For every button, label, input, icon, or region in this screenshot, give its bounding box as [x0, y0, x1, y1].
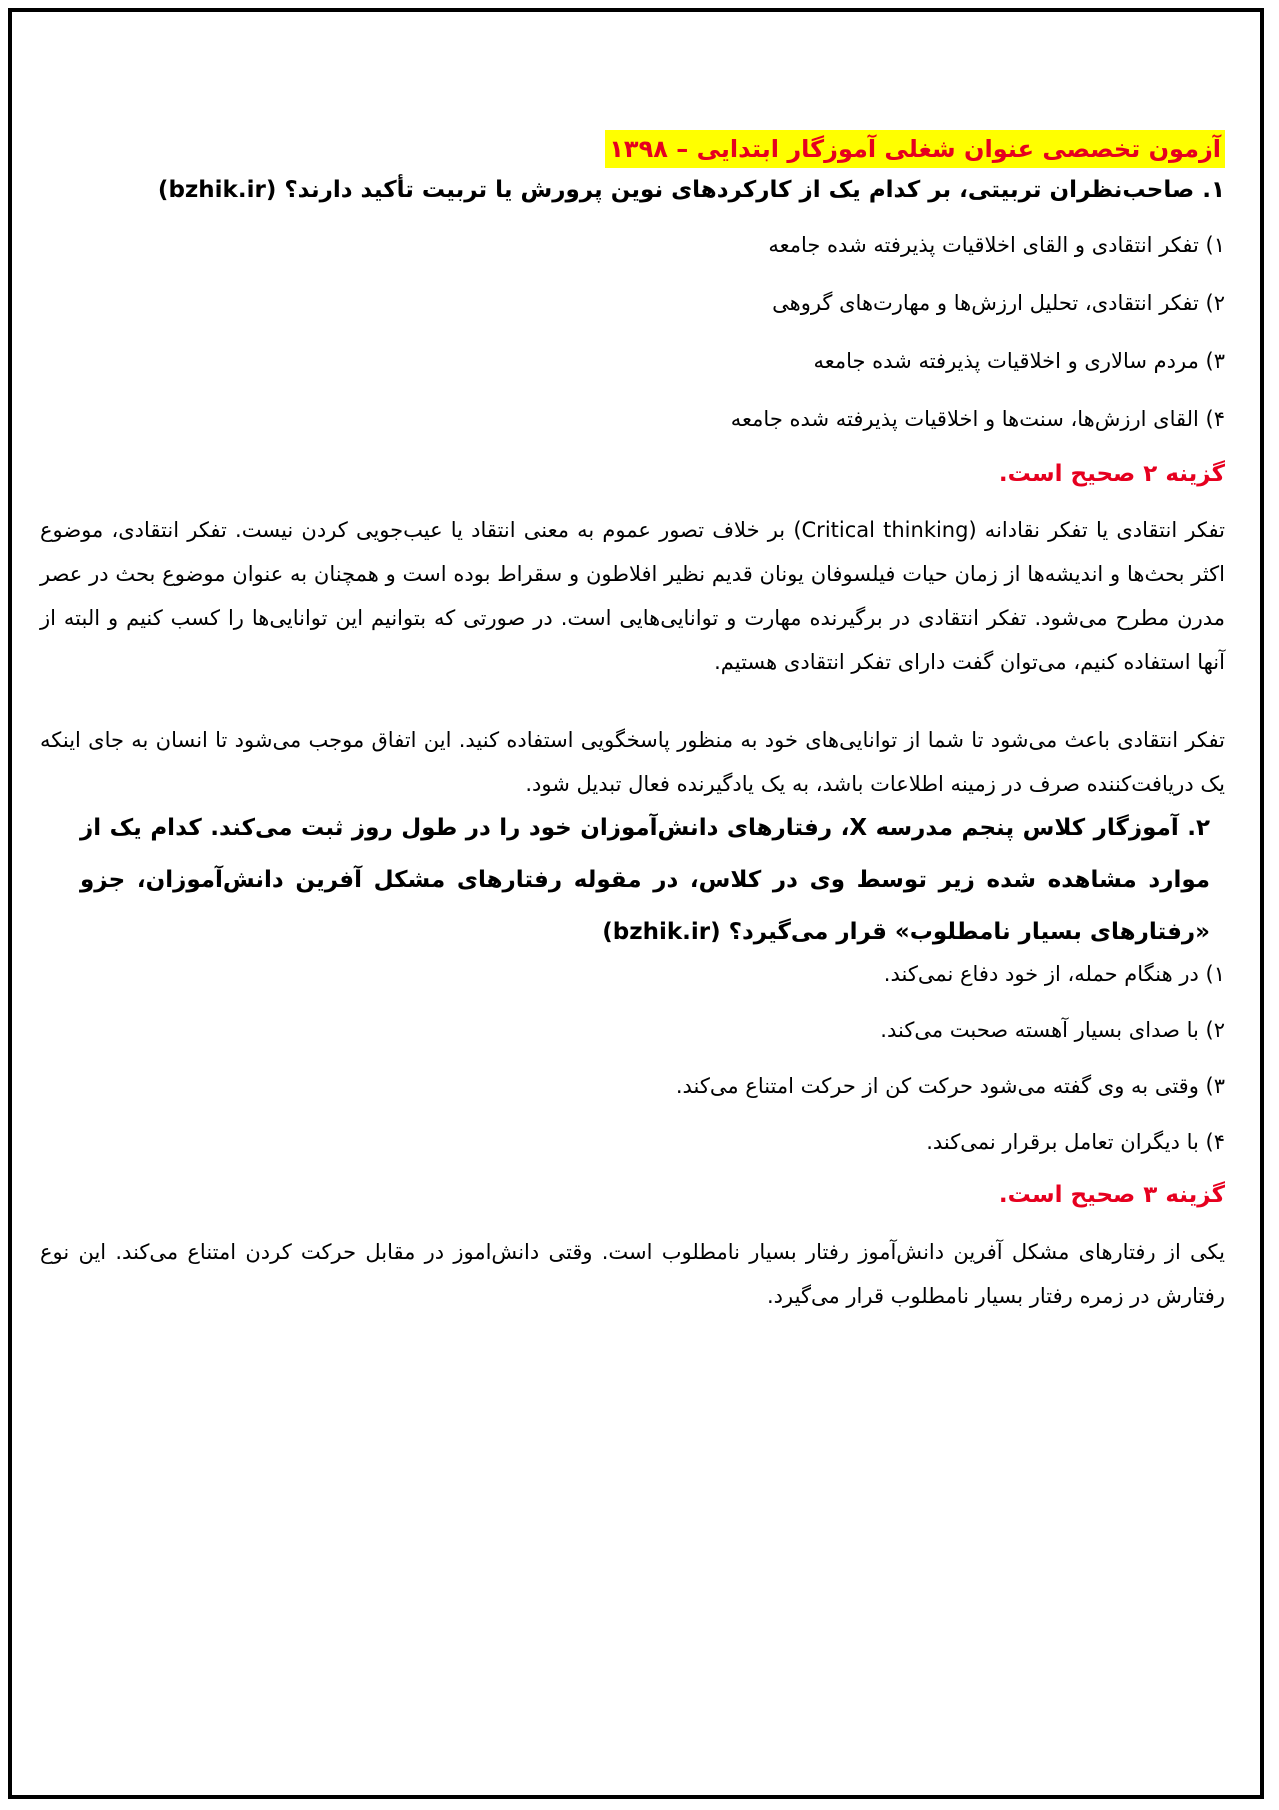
question-1-option-3: ۳) مردم سالاری و اخلاقیات پذیرفته شده جامعه	[813, 349, 1225, 373]
question-2-option-2: ۲) با صدای بسیار آهسته صحبت می‌کند.	[880, 1018, 1225, 1042]
question-2-explanation-1: یکی از رفتارهای مشکل آفرین دانش‌آموز رفتار بسیار نامطلوب است. وقتی دانش‌اموز در مقابل حرکت کردن امتناع می‌کند. این نوع رفتارش در زمره رفتار بسیار نامطلوب قرار می‌گیرد.	[40, 1240, 1225, 1308]
question-2-option-4: ۴) با دیگران تعامل برقرار نمی‌کند.	[926, 1130, 1225, 1154]
question-1-explanation-1: تفکر انتقادی یا تفکر نقادانه (Critical thinking) بر خلاف تصور عموم به معنی انتقاد یا عیب‌جویی کردن نیست. تفکر انتقادی، موضوع اکثر بحث‌ها و اندیشه‌ها از زمان حیات فیلسوفان یونان قدیم نظیر افلاطون و سقراط بوده است و همچنان به عنوان موضوع بحث در عصر مدرن مطرح می‌شود. تفکر انتقادی در برگیرنده مهارت و توانایی‌هایی است. در صورتی که بتوانیم این توانایی‌ها را کسب کنیم و البته از آنها استفاده کنیم، می‌توان گفت دارای تفکر انتقادی هستیم.	[40, 518, 1225, 674]
question-1-option-4: ۴) القای ارزش‌ها، سنت‌ها و اخلاقیات پذیرفته شده جامعه	[730, 407, 1225, 431]
question-1-text: ۱. صاحب‌نظران تربیتی، بر کدام یک از کارکردهای نوین پرورش یا تربیت تأکید دارند؟ (bzhik.ir)	[157, 177, 1225, 203]
question-2-text: ۲. آموزگار کلاس پنجم مدرسه X، رفتارهای دانش‌آموزان خود را در طول روز ثبت می‌کند. کدام یک از موارد مشاهده شده زیر توسط وی در کلاس، در مقوله رفتارهای مشکل آفرین دانش‌آموزان، جزو «رفتارهای بسیار نامطلوب» قرار می‌گیرد؟ (bzhik.ir)	[80, 815, 1210, 945]
question-1-option-2: ۲) تفکر انتقادی، تحلیل ارزش‌ها و مهارت‌های گروهی	[772, 291, 1225, 315]
exam-title: آزمون تخصصی عنوان شغلی آموزگار ابتدایی – ۱۳۹۸	[605, 130, 1225, 168]
question-2-option-1: ۱) در هنگام حمله، از خود دفاع نمی‌کند.	[883, 962, 1225, 986]
question-1-option-1: ۱) تفکر انتقادی و القای اخلاقیات پذیرفته شده جامعه	[768, 233, 1225, 257]
question-1-answer: گزینه ۲ صحیح است.	[998, 461, 1225, 487]
question-1-explanation-2: تفکر انتقادی باعث می‌شود تا شما از توانایی‌های خود به منظور پاسخگویی استفاده کنید. این اتفاق موجب می‌شود تا انسان به جای اینکه یک دریافت‌کننده صرف در زمینه اطلاعات باشد، به یک یادگیرنده فعال تبدیل شود.	[40, 728, 1225, 796]
question-2-answer: گزینه ۳ صحیح است.	[998, 1182, 1225, 1208]
question-2-option-3: ۳) وقتی به وی گفته می‌شود حرکت کن از حرکت امتناع می‌کند.	[675, 1074, 1225, 1098]
